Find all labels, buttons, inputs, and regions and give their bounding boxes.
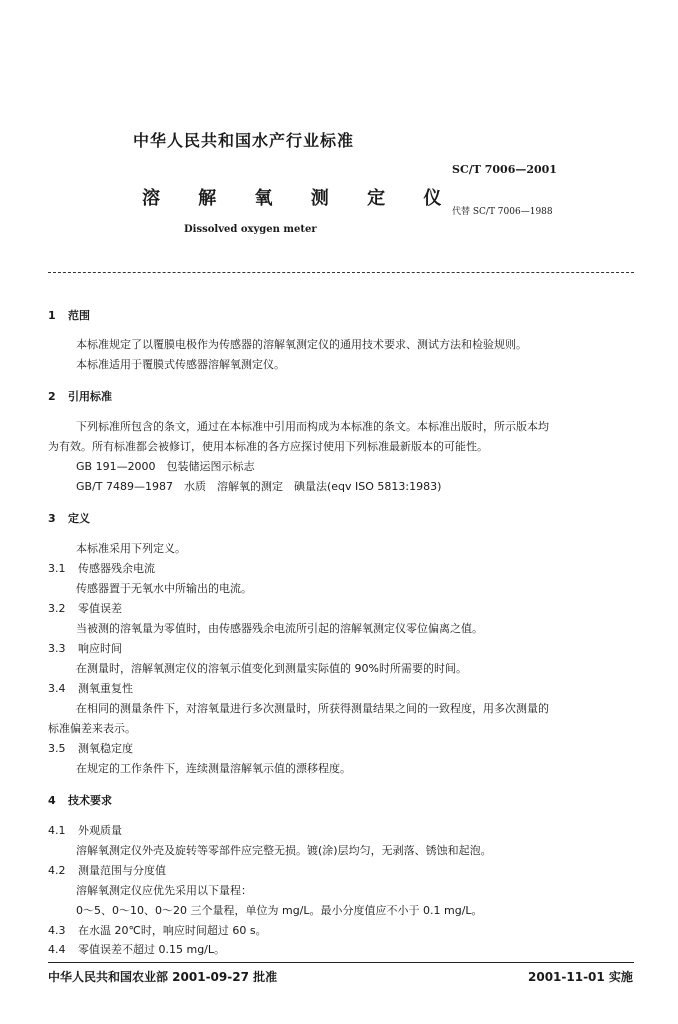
section-3-heading <box>48 510 90 526</box>
clause-4-2-heading <box>48 862 166 878</box>
clause-text: 零值误差不超过 0.15 mg/L。 <box>78 943 226 956</box>
clause-4-4 <box>48 941 225 957</box>
paragraph: 0～5、0～10、0～20 三个量程，单位为 mg/L。最小分度值应不小于 0.1 mg/L。 <box>76 904 483 917</box>
section-title: 范围 <box>68 309 90 322</box>
clause-number: 4.1 <box>48 824 66 837</box>
english-title: Dissolved oxygen meter <box>184 224 317 235</box>
section-number: 2 <box>48 390 56 403</box>
clause-number: 3.3 <box>48 642 66 655</box>
clause-4-3 <box>48 922 267 938</box>
clause-number: 3.2 <box>48 602 66 615</box>
reference-item: GB/T 7489—1987 水质 溶解氧的测定 碘量法(eqv ISO 5813:1983) <box>76 480 442 493</box>
section-2-heading <box>48 388 112 404</box>
clause-title: 外观质量 <box>78 824 122 837</box>
implementation-date: 2001-11-01 实施 <box>528 970 633 984</box>
paragraph: 本标准规定了以覆膜电极作为传感器的溶解氧测定仪的通用技术要求、测试方法和检验规则。 <box>76 338 527 351</box>
clause-number: 3.4 <box>48 682 66 695</box>
section-title: 引用标准 <box>68 390 112 403</box>
clause-title: 测氧重复性 <box>78 682 133 695</box>
clause-title: 传感器残余电流 <box>78 562 155 575</box>
clause-4-1-heading <box>48 822 122 838</box>
paragraph: 溶解氧测定仪应优先采用以下量程： <box>76 884 252 897</box>
definition-3-3-heading <box>48 640 122 656</box>
paragraph: 为有效。所有标准都会被修订，使用本标准的各方应探讨使用下列标准最新版本的可能性。 <box>48 440 488 453</box>
paragraph: 标准偏差来表示。 <box>48 722 136 735</box>
clause-title: 响应时间 <box>78 642 122 655</box>
clause-number: 4.2 <box>48 864 66 877</box>
clause-number: 3.1 <box>48 562 66 575</box>
paragraph: 下列标准所包含的条文，通过在本标准中引用而构成为本标准的条文。本标准出版时，所示版本均 <box>76 420 549 433</box>
section-1-heading <box>48 307 90 323</box>
section-number: 3 <box>48 512 56 525</box>
paragraph: 传感器置于无氧水中所输出的电流。 <box>76 582 252 595</box>
standard-code: SC/T 7006—2001 <box>452 163 557 176</box>
clause-text: 在水温 20℃时，响应时间超过 60 s。 <box>78 924 267 937</box>
paragraph: 在规定的工作条件下，连续测量溶解氧示值的漂移程度。 <box>76 762 351 775</box>
footer-divider <box>48 962 634 963</box>
document-title: 溶 解 氧 测 定 仪 <box>142 188 458 209</box>
definition-3-1-heading <box>48 560 155 576</box>
definition-3-2-heading <box>48 600 122 616</box>
section-title: 技术要求 <box>68 794 112 807</box>
clause-number: 3.5 <box>48 742 66 755</box>
clause-number: 4.3 <box>48 924 66 937</box>
paragraph: 在测量时，溶解氧测定仪的溶氧示值变化到测量实际值的 90%时所需要的时间。 <box>76 662 467 675</box>
clause-number: 4.4 <box>48 943 66 956</box>
clause-title: 测量范围与分度值 <box>78 864 166 877</box>
definition-3-5-heading <box>48 740 133 756</box>
reference-item: GB 191—2000 包装储运图示标志 <box>76 460 255 473</box>
section-4-heading <box>48 792 112 808</box>
clause-title: 零值误差 <box>78 602 122 615</box>
approval-date: 中华人民共和国农业部 2001-09-27 批准 <box>48 970 278 984</box>
paragraph: 当被测的溶氧量为零值时，由传感器残余电流所引起的溶解氧测定仪零位偏离之值。 <box>76 622 483 635</box>
paragraph: 在相同的测量条件下，对溶氧量进行多次测量时，所获得测量结果之间的一致程度，用多次测量的 <box>76 702 549 715</box>
section-number: 1 <box>48 309 56 322</box>
paragraph: 溶解氧测定仪外壳及旋转等零部件应完整无损。镀(涂)层均匀，无剥落、锈蚀和起泡。 <box>76 844 492 857</box>
section-title: 定义 <box>68 512 90 525</box>
section-number: 4 <box>48 794 56 807</box>
clause-title: 测氧稳定度 <box>78 742 133 755</box>
paragraph: 本标准适用于覆膜式传感器溶解氧测定仪。 <box>76 358 285 371</box>
replaces-standard: 代替 SC/T 7006—1988 <box>452 207 553 217</box>
issuing-organization: 中华人民共和国水产行业标准 <box>133 131 355 150</box>
definition-3-4-heading <box>48 680 133 696</box>
header-divider <box>48 272 634 273</box>
paragraph: 本标准采用下列定义。 <box>76 542 186 555</box>
